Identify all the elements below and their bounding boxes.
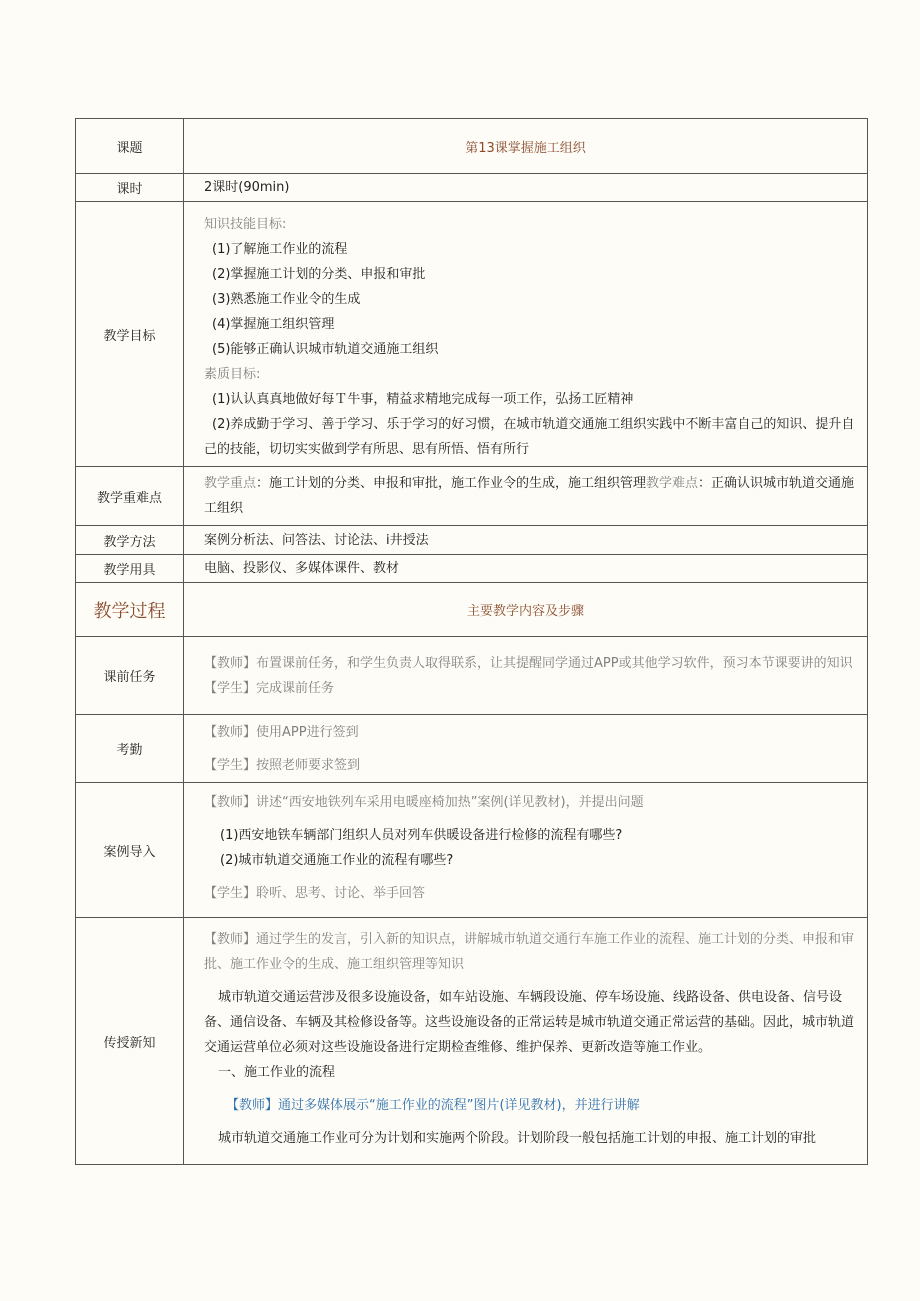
lesson-title: 第13课掌握施工组织 bbox=[184, 119, 868, 174]
methods-value: 案例分析法、问答法、讨论法、i井授法 bbox=[204, 532, 429, 548]
attendance-cell bbox=[184, 715, 868, 783]
new-knowledge-teacher: 【教师】通过学生的发言，引入新的知识点，讲解城市轨道交通行车施工作业的流程、施工计划的分类、申报和审批、施工作业令的生成、施工组织管理等知识 bbox=[204, 932, 855, 972]
lesson-plan-table bbox=[75, 118, 868, 1165]
new-knowledge-cell bbox=[184, 918, 868, 1165]
pre-class-label: 课前任务 bbox=[76, 637, 184, 715]
quality-heading: 素质目标: bbox=[204, 367, 261, 382]
process-header-right: 主要教学内容及步骤 bbox=[184, 583, 868, 637]
row-methods bbox=[76, 526, 868, 555]
tools-cell bbox=[184, 555, 868, 583]
case-intro-student: 【学生】聆听、思考、讨论、举手回答 bbox=[204, 886, 426, 901]
attendance-student: 【学生】按照老师要求签到 bbox=[204, 757, 361, 773]
new-knowledge-paragraph-2: 城市轨道交通施工作业可分为计划和实施两个阶段。计划阶段一般包括施工计划的申报、施工计划的审批 bbox=[218, 1131, 817, 1146]
difficult-point-text: ：正确认识城市轨道交通施工组织 bbox=[204, 476, 855, 516]
knowledge-item: (5)能够正确认识城市轨道交通施工组织 bbox=[212, 342, 439, 357]
row-objectives bbox=[76, 202, 868, 467]
hours-label: 课时 bbox=[76, 174, 184, 202]
key-point-label: 教学重点 bbox=[204, 476, 257, 491]
row-lesson-title bbox=[76, 119, 868, 174]
methods-cell bbox=[184, 526, 868, 555]
case-question: (1)西安地铁车辆部门组织人员对列车供暖设备进行检修的流程有哪些? bbox=[220, 828, 623, 843]
tools-label: 教学用具 bbox=[76, 555, 184, 583]
row-process-header bbox=[76, 583, 868, 637]
row-case-intro bbox=[76, 783, 868, 918]
quality-item: (1)认认真真地做好每Ｔ牛事，精益求精地完成每一项工作，弘扬工匠精神 bbox=[212, 392, 634, 407]
case-intro-teacher: 【教师】讲述“西安地铁列车采用电暖座椅加热”案例(详见教材)，并提出问题 bbox=[204, 795, 644, 810]
methods-label: 教学方法 bbox=[76, 526, 184, 555]
objectives-cell bbox=[184, 202, 868, 467]
row-key-points bbox=[76, 467, 868, 526]
hours-value: 2课时(90min) bbox=[204, 180, 290, 195]
knowledge-item: (4)掌握施工组织管理 bbox=[212, 317, 335, 332]
knowledge-item: (1)了解施工作业的流程 bbox=[212, 242, 348, 257]
knowledge-item: (3)熟悉施工作业令的生成 bbox=[212, 292, 361, 307]
row-pre-class bbox=[76, 637, 868, 715]
new-knowledge-teacher-2: 【教师】通过多媒体展示“施工作业的流程”图片(详见教材)，并进行讲解 bbox=[226, 1098, 640, 1113]
row-tools bbox=[76, 555, 868, 583]
row-attendance bbox=[76, 715, 868, 783]
new-knowledge-label: 传授新知 bbox=[76, 918, 184, 1165]
pre-class-cell bbox=[184, 637, 868, 715]
attendance-teacher: 【教师】使用APP进行签到 bbox=[204, 724, 359, 740]
row-new-knowledge bbox=[76, 918, 868, 1165]
key-point-text: ：施工计划的分类、申报和审批，施工作业令的生成，施工组织管理 bbox=[256, 476, 647, 491]
case-intro-cell bbox=[184, 783, 868, 918]
quality-item: (2)养成勤于学习、善于学习、乐于学习的好习惯，在城市轨道交通施工组织实践中不断丰富自己的知识、提升自己的技能，切切实实做到学有所思、思有所悟、悟有所行 bbox=[204, 417, 855, 457]
hours-cell bbox=[184, 174, 868, 202]
knowledge-heading: 知识技能目标: bbox=[204, 217, 287, 232]
case-question: (2)城市轨道交通施工作业的流程有哪些? bbox=[220, 853, 454, 868]
difficult-point-label: 教学难点 bbox=[646, 476, 699, 491]
row-hours bbox=[76, 174, 868, 202]
pre-class-student: 【学生】完成课前任务 bbox=[204, 680, 335, 696]
lesson-label: 课题 bbox=[76, 119, 184, 174]
key-points-cell bbox=[184, 467, 868, 526]
knowledge-item: (2)掌握施工计划的分类、申报和审批 bbox=[212, 267, 426, 282]
objectives-label: 教学目标 bbox=[76, 202, 184, 467]
process-header-left: 教学过程 bbox=[76, 583, 184, 637]
case-intro-label: 案例导入 bbox=[76, 783, 184, 918]
pre-class-teacher: 【教师】布置课前任务，和学生负责人取得联系，让其提醒同学通过APP或其他学习软件，预习本节课要讲的知识 bbox=[204, 655, 853, 671]
new-knowledge-paragraph: 城市轨道交通运营涉及很多设施设备，如车站设施、车辆段设施、停车场设施、线路设备、供电设备、信号设备、通信设备、车辆及其检修设备等。这些设施设备的正常运转是城市轨道交通正常运营的基础。因此，城市轨道交通运营单位必须对这些设施设备进行定期检查维修、维护保养、更新改造等施工作业。 bbox=[204, 990, 855, 1055]
tools-value: 电脑、投影仪、多媒体课件、教材 bbox=[204, 561, 400, 576]
section-title: 一、施工作业的流程 bbox=[218, 1065, 336, 1080]
key-points-label: 教学重难点 bbox=[76, 467, 184, 526]
attendance-label: 考勤 bbox=[76, 715, 184, 783]
